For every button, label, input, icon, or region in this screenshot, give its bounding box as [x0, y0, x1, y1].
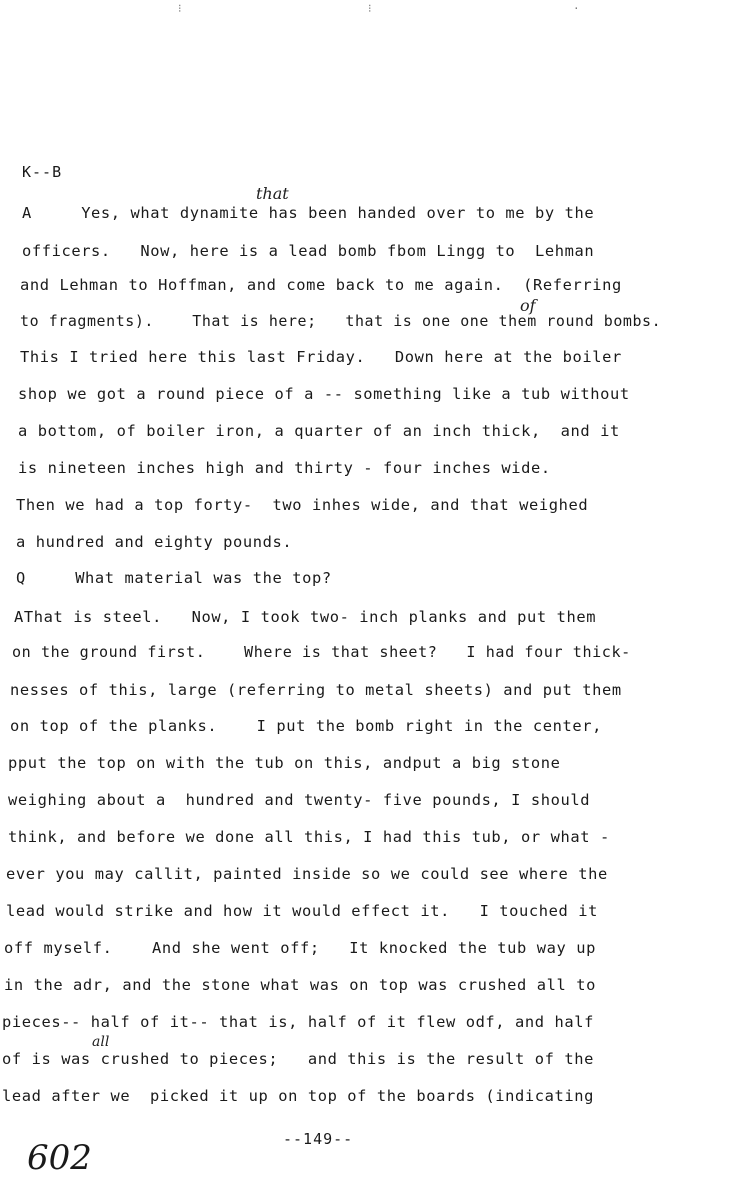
handwritten-insert-all: all	[92, 1034, 110, 1050]
text-line: off myself. And she went off; It knocked the tub way up	[4, 939, 596, 957]
text-line: pput the top on with the tub on this, andput a big stone	[8, 754, 561, 772]
text-line: a hundred and eighty pounds.	[16, 533, 293, 551]
text-line: on the ground first. Where is that sheet? I had four thick-	[12, 643, 631, 661]
handwritten-insert-that: that	[256, 184, 289, 203]
handwritten-insert-of: of	[520, 296, 536, 315]
text-line: in the adr, and the stone what was on top was crushed all to	[4, 976, 596, 994]
text-line: nesses of this, large (referring to metal sheets) and put them	[10, 681, 622, 699]
text-line: officers. Now, here is a lead bomb fbom Lingg to Lehman	[22, 242, 595, 260]
text-line: This I tried here this last Friday. Down here at the boiler	[20, 348, 622, 366]
text-line: on top of the planks. I put the bomb right in the center,	[10, 717, 602, 735]
document-header: K--B	[22, 163, 63, 181]
text-line: and Lehman to Hoffman, and come back to me again. (Referring	[20, 276, 622, 294]
text-line: ever you may callit, painted inside so we could see where the	[6, 865, 608, 883]
text-line: Then we had a top forty- two inhes wide, and that weighed	[16, 496, 589, 514]
text-line: to fragments). That is here; that is one one them round bombs.	[20, 312, 662, 330]
text-line: A Yes, what dynamite has been handed over to me by the	[22, 204, 595, 222]
text-line: Q What material was the top?	[16, 569, 332, 587]
text-line: think, and before we done all this, I had this tub, or what -	[8, 828, 610, 846]
text-line: weighing about a hundred and twenty- five pounds, I should	[8, 791, 591, 809]
text-line: is nineteen inches high and thirty - four inches wide.	[18, 459, 551, 477]
scan-speck: ·	[573, 2, 580, 15]
text-line: of is was crushed to pieces; and this is the result of the	[2, 1050, 594, 1068]
text-line: a bottom, of boiler iron, a quarter of an inch thick, and it	[18, 422, 620, 440]
scan-speck: ⁝	[178, 2, 182, 15]
text-line: lead would strike and how it would effect it. I touched it	[6, 902, 598, 920]
page-number: --149--	[283, 1130, 354, 1148]
text-line: AThat is steel. Now, I took two- inch planks and put them	[14, 608, 597, 626]
text-line: lead after we picked it up on top of the boards (indicating	[2, 1087, 594, 1105]
handwritten-page-number: 602	[27, 1138, 92, 1178]
text-line: pieces-- half of it-- that is, half of it flew odf, and half	[2, 1013, 594, 1031]
text-line: shop we got a round piece of a -- something like a tub without	[18, 385, 630, 403]
scan-speck: ⁝	[368, 2, 372, 15]
